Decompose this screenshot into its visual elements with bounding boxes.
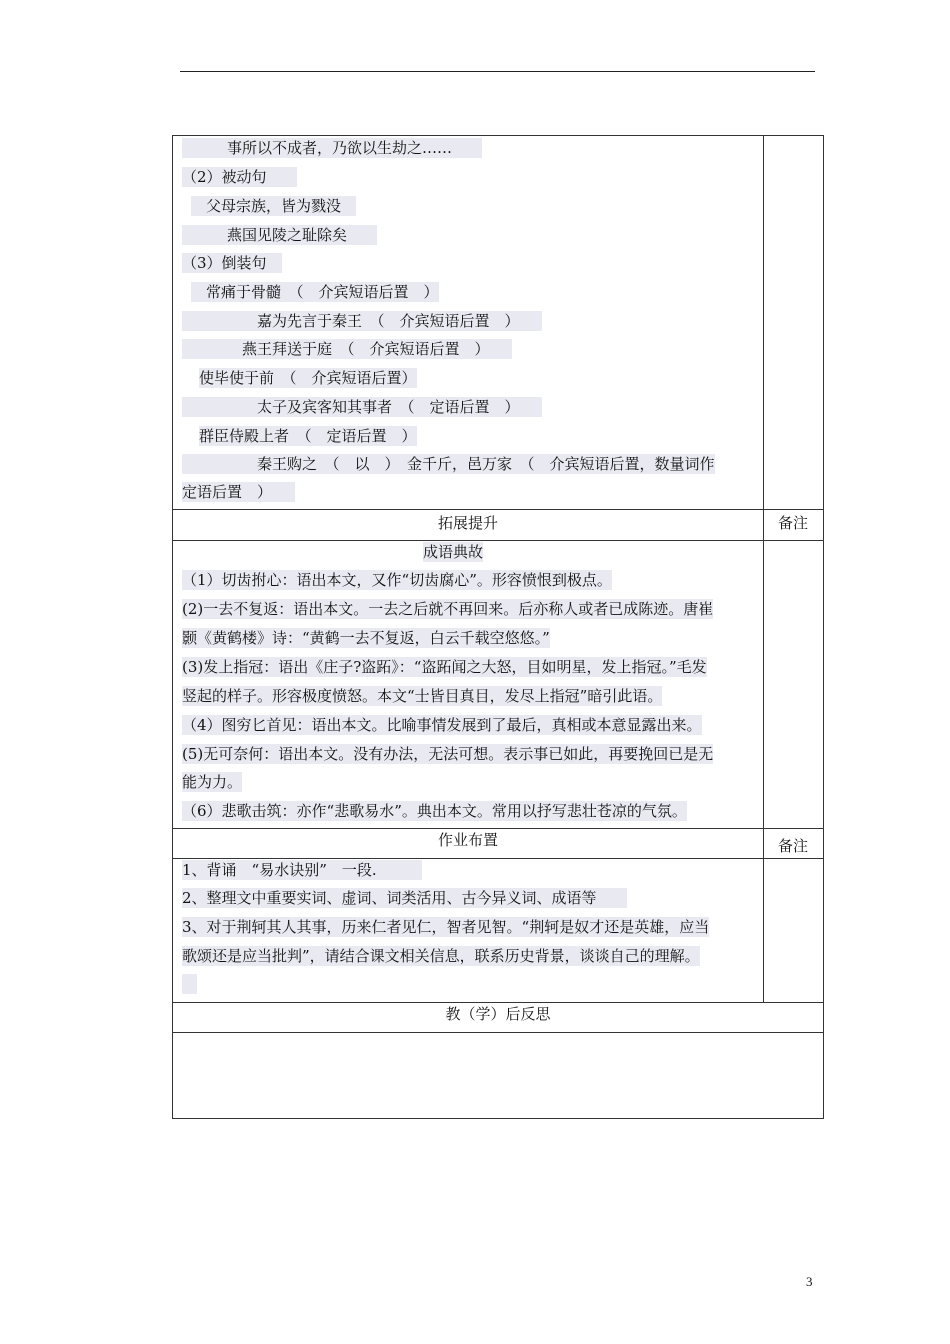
passage-line: （2）被动句 — [182, 168, 297, 186]
idiom-line: （6）悲歌击筑：亦作“悲歌易水”。典出本文。常用以抒写悲壮苍凉的气氛。 — [182, 802, 687, 820]
page-number: 3 — [806, 1274, 813, 1289]
passage-line: 群臣侍殿上者 （ 定语后置 ） — [199, 427, 417, 445]
row-divider — [173, 1002, 823, 1003]
homework-line: 3、对于荆轲其人其事，历来仁者见仁，智者见智。“荆轲是奴才还是英雄，应当 — [182, 918, 710, 936]
row-divider — [173, 828, 823, 829]
passage-line: 燕国见陵之耻除矣 — [182, 226, 378, 244]
reflection-area — [173, 1033, 823, 1118]
idiom-line: (5)无可奈何：语出本文。没有办法，无法可想。表示事已如此，再要挽回已是无 — [182, 745, 714, 763]
extension-note-label: 备注 — [777, 514, 808, 532]
passage-line: 嘉为先言于秦王 （ 介宾短语后置 ） — [182, 312, 543, 330]
extension-header: 拓展提升 — [437, 514, 498, 532]
notes-column-divider — [763, 136, 764, 1002]
idiom-line: （1）切齿拊心：语出本文，又作“切齿腐心”。形容愤恨到极点。 — [182, 571, 612, 589]
header-rule — [180, 71, 815, 72]
homework-note-label: 备注 — [777, 837, 808, 855]
reflection-header: 教（学）后反思 — [445, 1005, 551, 1023]
passage-line: 使毕使于前 （ 介宾短语后置） — [199, 369, 417, 387]
homework-line: 歌颂还是应当批判”，请结合课文相关信息，联系历史背景，谈谈自己的理解。 — [182, 947, 700, 965]
passage-line: 燕王拜送于庭 （ 介宾短语后置 ） — [182, 340, 513, 358]
idiom-line: 颢《黄鹤楼》诗：“黄鹤一去不复返，白云千载空悠悠。” — [182, 629, 550, 647]
passage-line: 常痛于骨髓 （ 介宾短语后置 ） — [191, 283, 439, 301]
idiom-line: (2)一去不复返：语出本文。一去之后就不再回来。后亦称人或者已成陈迹。唐崔 — [182, 600, 714, 618]
idiom-line: (3)发上指冠：语出《庄子?盗跖》：“盗跖闻之大怒，目如明星，发上指冠。”毛发 — [182, 658, 707, 676]
passage-line: （3）倒装句 — [182, 254, 282, 272]
passage-line: 太子及宾客知其事者 （ 定语后置 ） — [182, 398, 543, 416]
passage-line: 事所以不成者，乃欲以生劫之…… — [182, 139, 483, 157]
homework-line: 1、背诵 “易水诀别” 一段. — [182, 861, 422, 879]
idiom-subheader: 成语典故 — [423, 543, 484, 561]
row-divider — [173, 540, 823, 541]
passage-line: 父母宗族，皆为戮没 — [191, 197, 357, 215]
homework-header: 作业布置 — [437, 831, 498, 849]
row-divider — [173, 509, 823, 510]
row-divider — [173, 858, 823, 859]
passage-line: 定语后置 ） — [182, 483, 295, 501]
homework-line — [182, 974, 197, 994]
idiom-line: （4）图穷匕首见：语出本文。比喻事情发展到了最后，真相或本意显露出来。 — [182, 716, 702, 734]
idiom-line: 能为力。 — [182, 773, 243, 791]
idiom-line: 竖起的样子。形容极度愤怒。本文“士皆目真目，发尽上指冠”暗引此语。 — [182, 687, 663, 705]
passage-line: 秦王购之 （ 以 ） 金千斤，邑万家 （ 介宾短语后置，数量词作 — [182, 455, 715, 473]
homework-line: 2、整理文中重要实词、虚词、词类活用、古今异义词、成语等 — [182, 889, 627, 907]
lesson-table — [172, 135, 824, 1119]
